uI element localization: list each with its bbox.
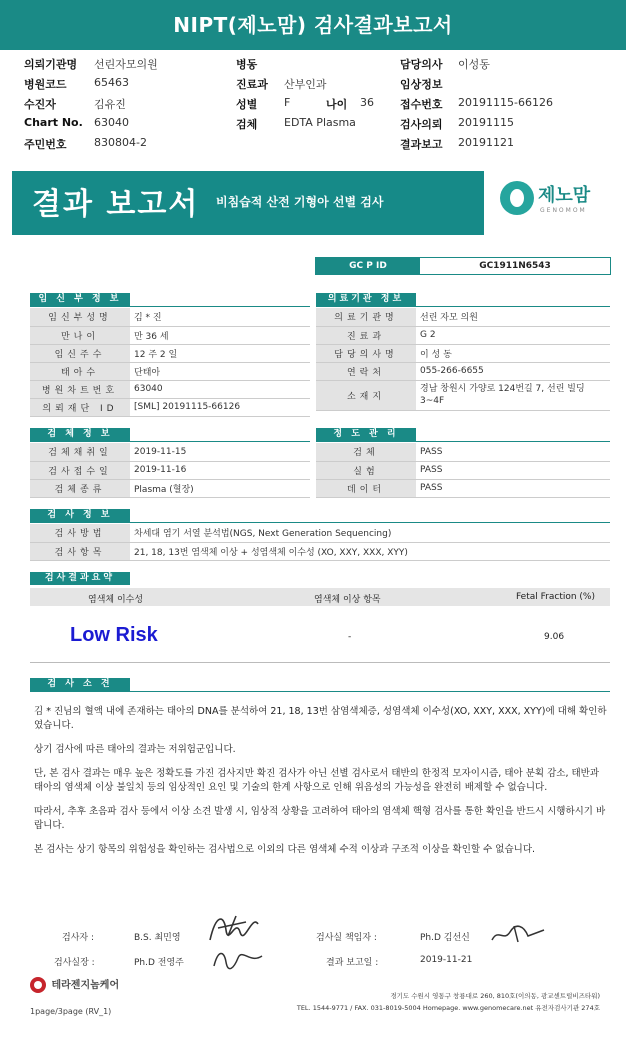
info-value: 055-266-6655	[416, 362, 610, 380]
age-value: 36	[360, 96, 374, 109]
code-value: 65463	[94, 76, 129, 89]
info-key: 만나이	[30, 326, 130, 344]
request-value: 20191115	[458, 116, 514, 129]
section-institution-title: 의료기관 정보	[316, 293, 416, 306]
ward-label: 병동	[236, 58, 258, 71]
info-row	[316, 461, 610, 479]
info-key: 소재지	[316, 380, 416, 410]
info-value: 선린 자모 의원	[416, 308, 610, 326]
info-value: 2019-11-16	[130, 461, 310, 479]
info-row	[30, 380, 310, 398]
lab-head-label: 검사실장 :	[54, 958, 95, 968]
code-label: 병원코드	[24, 78, 67, 91]
dept-value: 산부인과	[284, 78, 327, 91]
result-banner	[12, 171, 612, 235]
id-value: 830804-2	[94, 136, 147, 149]
manager-signature-image	[488, 922, 548, 946]
info-row	[30, 461, 310, 479]
lab-head-name: Ph.D 전영주	[134, 958, 184, 968]
contact-line: TEL. 1544-9771 / FAX. 031-8019-5004 Homepage. www.genomecare.net 유전자검사기관 274호	[296, 1004, 600, 1012]
info-key: 태아수	[30, 362, 130, 380]
section-test-title: 검 사 정 보	[30, 509, 130, 522]
info-key: 검사방법	[30, 524, 130, 542]
test-info-table	[30, 524, 610, 561]
id-label: 주민번호	[24, 138, 67, 151]
info-row	[316, 344, 610, 362]
lab-head-signature-image	[210, 946, 266, 972]
opinion-paragraph: 단, 본 검사 결과는 매우 높은 정확도를 가진 검사지만 확진 검사가 아닌 선별 검사로서 태반의 한정적 모자이시즘, 태아 분획 감소, 태반과 태아의 염색체 이상 불일치 등의 임상적인 요인 및 기술의 한계 사항으로 인해 위음성의 가능성을 완전히 배제할 수 없습니다.	[34, 768, 600, 793]
report-title: NIPT(제노맘) 검사결과보고서	[0, 0, 626, 50]
info-value: 단태아	[130, 362, 310, 380]
abnormal-items-value: -	[348, 632, 352, 642]
info-value: 21, 18, 13번 염색체 이상 + 성염색체 이수성 (XO, XXY, XXX, XYY)	[130, 542, 610, 560]
info-value: 12 주 2 일	[130, 344, 310, 362]
info-key: 임신주수	[30, 344, 130, 362]
manager-label: 검사실 책임자 :	[316, 933, 377, 943]
chart-value: 63040	[94, 116, 129, 129]
info-value: 63040	[130, 380, 310, 398]
summary-divider	[30, 662, 610, 663]
opinion-paragraph: 따라서, 추후 초음파 검사 등에서 이상 소견 발생 시, 임상적 상황을 고려하여 태아의 염색체 핵형 검사를 통한 확인을 반드시 시행하시기 바랍니다.	[34, 806, 606, 831]
info-key: 진료과	[316, 326, 416, 344]
info-value: G 2	[416, 326, 610, 344]
tester-name: B.S. 최민영	[134, 933, 181, 943]
info-key: 병원차트번호	[30, 380, 130, 398]
logo-subtext: GENOMOM	[540, 207, 587, 214]
hospital-label: 의뢰기관명	[24, 58, 78, 71]
section-divider	[30, 522, 610, 523]
manager-name: Ph.D 김선신	[420, 933, 470, 943]
info-value: 만 36 세	[130, 326, 310, 344]
specimen-label: 검체	[236, 118, 258, 131]
patient-value: 김유진	[94, 98, 126, 111]
genomom-logo-icon	[500, 181, 534, 215]
opinion-paragraph: 상기 검사에 따른 태아의 결과는 저위험군입니다.	[34, 744, 236, 755]
chart-label: Chart No.	[24, 116, 83, 129]
info-row	[30, 308, 310, 326]
info-row	[316, 308, 610, 326]
qc-info-table	[316, 443, 610, 498]
receipt-label: 접수번호	[400, 98, 443, 111]
sex-value: F	[284, 96, 291, 109]
section-divider	[316, 441, 610, 442]
institution-info-table	[316, 308, 610, 411]
info-key: 의료기관명	[316, 308, 416, 326]
banner-subtitle: 비침습적 산전 기형아 선별 검사	[216, 195, 384, 209]
report-header	[24, 54, 620, 154]
info-value: 2019-11-15	[130, 443, 310, 461]
info-key: 검사항목	[30, 542, 130, 560]
info-value: 차세대 염기 서열 분석법(NGS, Next Generation Sequencing)	[130, 524, 610, 542]
info-row	[30, 443, 310, 461]
summary-col-aneuploidy: 염색체 이수성	[88, 595, 144, 605]
info-key: 임신부성명	[30, 308, 130, 326]
info-row	[30, 398, 310, 416]
report-date-label: 결과 보고일 :	[326, 958, 379, 968]
info-key: 검체채취일	[30, 443, 130, 461]
section-divider	[316, 306, 610, 307]
terragen-logo-icon	[30, 977, 46, 993]
clinical-label: 임상정보	[400, 78, 443, 91]
opinion-paragraph: 본 검사는 상기 항목의 위험성을 확인하는 검사법으로 이외의 다른 염색체 수적 이상과 구조적 이상을 확인할 수 없습니다.	[34, 844, 536, 855]
info-value: PASS	[416, 443, 610, 461]
address-line: 경기도 수원시 영통구 창룡대로 260, 810호(이의동, 광교센트럴비즈타워)	[390, 992, 600, 1000]
risk-result: Low Risk	[70, 624, 158, 646]
logo-text: 제노맘	[538, 185, 591, 206]
section-opinion-title: 검 사 소 견	[30, 678, 130, 691]
summary-col-fetal-fraction: Fetal Fraction (%)	[516, 592, 595, 602]
section-summary-title: 검사결과요약	[30, 572, 130, 585]
section-divider	[30, 441, 310, 442]
hospital-value: 선린자모의원	[94, 58, 158, 71]
company-brand	[30, 976, 119, 993]
report-label: 결과보고	[400, 138, 443, 151]
receipt-value: 20191115-66126	[458, 96, 553, 109]
section-specimen-title: 검 체 정 보	[30, 428, 130, 441]
gcp-id-box	[315, 257, 611, 275]
info-row	[30, 362, 310, 380]
summary-header	[30, 588, 610, 606]
info-row	[30, 326, 310, 344]
info-row	[30, 542, 610, 560]
opinion-text	[34, 705, 610, 867]
tester-label: 검사자 :	[62, 933, 94, 943]
info-value: 이 성 동	[416, 344, 610, 362]
info-row	[316, 479, 610, 497]
info-value: PASS	[416, 461, 610, 479]
section-divider	[30, 691, 610, 692]
page-number: 1page/3page (RV_1)	[30, 1007, 112, 1016]
section-divider	[30, 306, 310, 307]
summary-col-abnormal: 염색체 이상 항목	[314, 595, 381, 605]
info-value: PASS	[416, 479, 610, 497]
company-address	[297, 990, 600, 1014]
genomom-logo	[484, 171, 612, 235]
info-row	[30, 524, 610, 542]
dept-label: 진료과	[236, 78, 268, 91]
section-qc-title: 정 도 관 리	[316, 428, 416, 441]
info-key: 검체	[316, 443, 416, 461]
fetal-fraction-value: 9.06	[544, 632, 565, 642]
patient-label: 수진자	[24, 98, 56, 111]
info-value: Plasma (혈장)	[130, 479, 310, 497]
request-label: 검사의뢰	[400, 118, 443, 131]
info-key: 담당의사명	[316, 344, 416, 362]
gcp-id-value: GC1911N6543	[479, 261, 551, 271]
section-pregnant-title: 임 신 부 정 보	[30, 293, 130, 306]
info-row	[30, 344, 310, 362]
info-value: 김 * 진	[130, 308, 310, 326]
specimen-info-table	[30, 443, 310, 498]
doctor-value: 이성동	[458, 58, 490, 71]
info-row	[30, 479, 310, 497]
opinion-paragraph: 김 * 진님의 혈액 내에 존재하는 태아의 DNA를 분석하여 21, 18, 13번 삼염색체증, 성염색체 이수성(XO, XXY, XXX, XYY)에 대해 확인하였습니다.	[34, 706, 607, 731]
info-key: 실험	[316, 461, 416, 479]
company-name: 테라젠지놈케어	[51, 980, 120, 991]
report-date-value: 2019-11-21	[420, 955, 473, 965]
info-key: 연락처	[316, 362, 416, 380]
pregnant-info-table	[30, 308, 310, 417]
gcp-id-label: GC P ID	[316, 258, 420, 274]
info-key: 검사접수일	[30, 461, 130, 479]
specimen-value: EDTA Plasma	[284, 116, 356, 129]
doctor-label: 담당의사	[400, 58, 443, 71]
banner-title: 결과 보고서	[32, 187, 200, 222]
info-key: 의뢰재단 ID	[30, 398, 130, 416]
info-row	[316, 443, 610, 461]
info-row	[316, 380, 610, 410]
info-key: 검체종류	[30, 479, 130, 497]
info-row	[316, 326, 610, 344]
tester-signature-image	[206, 910, 262, 946]
info-row	[316, 362, 610, 380]
sex-label: 성별	[236, 98, 258, 111]
info-key: 데이터	[316, 479, 416, 497]
report-value: 20191121	[458, 136, 514, 149]
age-label: 나이	[326, 98, 348, 111]
info-value: 경남 창원시 가양로 124번길 7, 선린 빌딩 3~4F	[416, 380, 610, 410]
info-value: [SML] 20191115-66126	[130, 398, 310, 416]
